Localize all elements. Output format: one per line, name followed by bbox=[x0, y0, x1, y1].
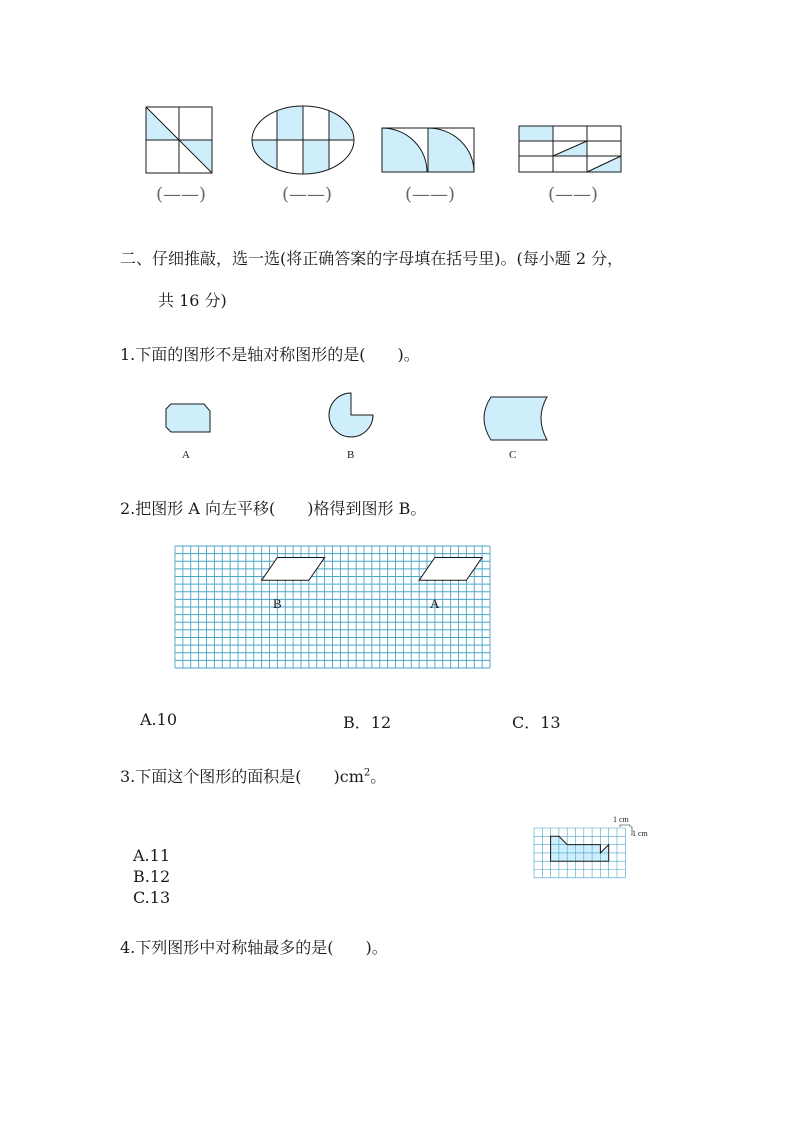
q3-grid bbox=[534, 828, 628, 876]
section-heading: 二、仔细推敲，选一选(将正确答案的字母填在括号里)。(每小题 2 分， bbox=[120, 249, 624, 268]
fraction-figure-ellipse bbox=[250, 104, 356, 176]
question-1: 1.下面的图形不是轴对称图形的是( )。 bbox=[120, 345, 420, 364]
question-3-text: 3.下面这个图形的面积是( )cm bbox=[120, 767, 364, 786]
section-heading-cont: 共 16 分) bbox=[158, 291, 227, 310]
q2-label-b: B bbox=[273, 596, 282, 611]
question-2: 2.把图形 A 向左平移( )格得到图形 B。 bbox=[120, 499, 427, 518]
q1-shape-c bbox=[483, 396, 549, 442]
fraction-figure-square bbox=[145, 106, 213, 174]
q3-unit-top: 1 cm bbox=[613, 815, 629, 824]
q1-shape-a-octagon bbox=[165, 403, 211, 433]
question-3-end: 。 bbox=[370, 767, 387, 786]
q3-choice-b[interactable]: B.12 bbox=[133, 867, 171, 886]
q3-unit-bracket bbox=[619, 824, 633, 836]
q3-unit-right: 1 cm bbox=[632, 829, 648, 838]
q1-option-c: C bbox=[509, 449, 517, 461]
question-3-sup: 2 bbox=[363, 767, 371, 779]
q3-choice-c[interactable]: C.13 bbox=[133, 888, 171, 907]
answer-blank-2[interactable]: (——) bbox=[282, 184, 333, 205]
q2-choice-c[interactable]: C．13 bbox=[512, 713, 561, 732]
fraction-figure-quarter-circles bbox=[381, 127, 475, 173]
q2-label-a: A bbox=[430, 596, 440, 611]
q2-grid bbox=[175, 546, 491, 670]
question-3 bbox=[120, 764, 386, 787]
fraction-figure-grid-rect bbox=[518, 125, 624, 173]
q1-option-b: B bbox=[347, 449, 355, 461]
q3-choice-a[interactable]: A.11 bbox=[133, 846, 170, 865]
question-4: 4.下列图形中对称轴最多的是( )。 bbox=[120, 938, 388, 957]
q2-choice-b[interactable]: B．12 bbox=[343, 713, 392, 732]
answer-blank-3[interactable]: (——) bbox=[405, 184, 456, 205]
q1-shape-b-pacman bbox=[328, 392, 376, 440]
q1-option-a: A bbox=[182, 449, 190, 461]
answer-blank-4[interactable]: (——) bbox=[548, 184, 599, 205]
answer-blank-1[interactable]: (——) bbox=[156, 184, 207, 205]
q2-choice-a[interactable]: A.10 bbox=[140, 710, 177, 729]
